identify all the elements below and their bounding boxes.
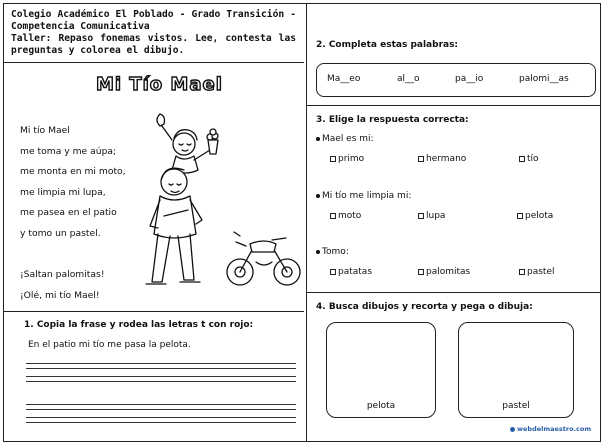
q3-label: 3. Elige la respuesta correcta: xyxy=(316,115,469,125)
worksheet-header xyxy=(11,9,296,57)
q1-label: 1. Copia la frase y rodea las letras t con rojo: xyxy=(24,320,254,330)
checkbox[interactable] xyxy=(330,269,336,275)
writing-line xyxy=(26,404,296,405)
writing-line xyxy=(26,381,296,382)
writing-line xyxy=(26,417,296,418)
q2-word: al__o xyxy=(397,74,420,84)
checkbox[interactable] xyxy=(418,156,424,162)
q3-option[interactable]: lupa xyxy=(418,211,445,221)
q2-word: Ma__eo xyxy=(327,74,361,84)
column-divider xyxy=(306,4,307,441)
poem-line: me monta en mi moto, xyxy=(20,166,126,178)
writing-line xyxy=(26,368,296,369)
q3-option[interactable]: hermano xyxy=(418,154,466,164)
q3-option[interactable]: patatas xyxy=(330,267,372,277)
header-line-4: preguntas y colorea el dibujo. xyxy=(11,45,185,56)
q3-option[interactable]: moto xyxy=(330,211,361,221)
bullet-icon xyxy=(316,194,320,198)
poem-line: me toma y me aúpa; xyxy=(20,145,117,157)
q3-option[interactable]: pelota xyxy=(517,211,553,221)
writing-line xyxy=(26,422,296,423)
writing-line xyxy=(26,376,296,377)
watermark: webdelmaestro.com xyxy=(510,425,591,433)
poem-line: me pasea en el patio xyxy=(20,207,117,219)
q2-word: palomi__as xyxy=(519,74,569,84)
writing-line xyxy=(26,409,296,410)
section-separator-right-1 xyxy=(306,105,600,106)
checkbox[interactable] xyxy=(517,213,523,219)
draw-box-label: pelota xyxy=(366,401,396,411)
checkbox[interactable] xyxy=(418,213,424,219)
checkbox[interactable] xyxy=(519,269,525,275)
q1-sentence: En el patio mi tío me pasa la pelota. xyxy=(28,340,191,350)
story-poem xyxy=(20,121,135,306)
q2-word-box xyxy=(316,63,596,97)
checkbox[interactable] xyxy=(418,269,424,275)
header-line-3: Taller: Repaso fonemas vistos. Lee, contesta las xyxy=(11,33,296,44)
q4-label: 4. Busca dibujos y recorta y pega o dibuja: xyxy=(316,302,533,312)
q3-prompt: Tomo: xyxy=(316,247,349,257)
writing-line xyxy=(26,363,296,364)
checkbox[interactable] xyxy=(330,156,336,162)
story-title: Mi Tío Mael xyxy=(96,74,223,95)
section-separator-right-2 xyxy=(306,292,600,293)
poem-line xyxy=(20,245,135,266)
draw-box-pastel[interactable] xyxy=(458,322,574,418)
header-line-2: Competencia Comunicativa xyxy=(11,21,150,32)
q3-prompt: Mael es mi: xyxy=(316,134,374,144)
header-separator xyxy=(4,62,304,63)
q2-word: pa__io xyxy=(455,74,484,84)
q2-label: 2. Completa estas palabras: xyxy=(316,40,459,50)
draw-box-pelota[interactable] xyxy=(326,322,436,418)
section-separator-left xyxy=(4,311,304,312)
q3-option[interactable]: palomitas xyxy=(418,267,470,277)
poem-line: ¡Olé, mi tío Mael! xyxy=(20,289,100,301)
checkbox[interactable] xyxy=(330,213,336,219)
q3-option[interactable]: pastel xyxy=(519,267,554,277)
poem-line: Mi tío Mael xyxy=(20,125,70,136)
uncle-child-illustration xyxy=(132,104,302,304)
header-line-1: Colegio Académico El Poblado - Grado Transición - xyxy=(11,9,296,20)
q3-prompt: Mi tío me limpia mi: xyxy=(316,191,411,201)
bullet-icon xyxy=(316,137,320,141)
worksheet xyxy=(3,3,601,442)
globe-icon xyxy=(510,427,515,432)
draw-box-label: pastel xyxy=(502,401,530,411)
q3-option[interactable]: tío xyxy=(519,154,539,164)
bullet-icon xyxy=(316,250,320,254)
q3-option[interactable]: primo xyxy=(330,154,364,164)
poem-line: me limpia mi lupa, xyxy=(20,186,106,198)
poem-line: ¡Saltan palomitas! xyxy=(20,269,105,281)
poem-line: y tomo un pastel. xyxy=(20,227,101,239)
checkbox[interactable] xyxy=(519,156,525,162)
